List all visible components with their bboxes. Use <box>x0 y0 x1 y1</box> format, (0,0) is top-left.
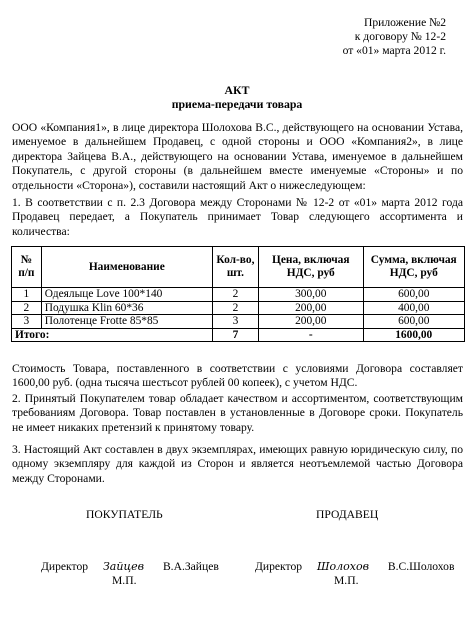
cell-qty: 2 <box>212 288 258 302</box>
header-price: Цена, включая НДС, руб <box>258 247 363 288</box>
cell-price: 300,00 <box>258 288 363 302</box>
seller-signature-line <box>255 560 454 573</box>
header-sum: Сумма, включая НДС, руб <box>363 247 465 288</box>
cell-sum: 600,00 <box>363 315 465 329</box>
clause-3-paragraph: 3. Настоящий Акт составлен в двух экземплярах, имеющих равную юридическую силу, по одному экземпляру для каждой из Сторон и является неотъемлемой частью Договора между Сторонами. <box>12 443 463 485</box>
total-qty: 7 <box>212 328 258 342</box>
cell-price: 200,00 <box>258 301 363 315</box>
buyer-role: Директор <box>41 560 89 573</box>
total-sum: 1600,00 <box>363 328 465 342</box>
cell-qty: 3 <box>212 315 258 329</box>
seller-stamp: М.П. <box>334 574 359 587</box>
table-row <box>12 288 465 302</box>
seller-heading: ПРОДАВЕЦ <box>316 508 379 521</box>
appendix-line-3: от «01» марта 2012 г. <box>342 44 446 57</box>
clause-1-paragraph: 1. В соответствии с п. 2.3 Договора между Сторонами № 12-2 от «01» марта 2012 года Продавец передает, а Покупатель принимает Товар следующего ассортимента и количества: <box>12 196 463 238</box>
buyer-signature-line <box>41 560 219 573</box>
table-header-row <box>12 247 465 288</box>
buyer-stamp: М.П. <box>112 574 137 587</box>
table-row <box>12 315 465 329</box>
header-name: Наименование <box>41 247 212 288</box>
table-total-row <box>12 328 465 342</box>
clause-2-paragraph: 2. Принятый Покупателем товар обладает качеством и ассортиментом, соответствующим требованиям Договора. Товар поставлен в установленные в Договоре сроки. Покупатель не имеет никаких претензий к принятому товару. <box>12 392 463 434</box>
buyer-name: В.А.Зайцев <box>162 560 219 573</box>
cell-sum: 600,00 <box>363 288 465 302</box>
buyer-heading: ПОКУПАТЕЛЬ <box>86 508 163 521</box>
cell-num: 3 <box>12 315 42 329</box>
cost-paragraph: Стоимость Товара, поставленного в соответствии с условиями Договора составляет 1600,00 руб. (одна тысяча шестьсот рублей 00 копеек), с учетом НДС. <box>12 362 463 390</box>
cell-sum: 400,00 <box>363 301 465 315</box>
seller-role: Директор <box>255 560 303 573</box>
table-row <box>12 301 465 315</box>
appendix-line-1: Приложение №2 <box>364 16 446 29</box>
total-label: Итого: <box>12 328 213 342</box>
document-subtitle: приема-передачи товара <box>171 97 303 111</box>
seller-signature: Шолохов <box>316 560 369 573</box>
cell-num: 2 <box>12 301 42 315</box>
goods-table <box>11 246 465 342</box>
buyer-signature: Зайцев <box>102 560 145 573</box>
document-title: АКТ <box>224 83 250 97</box>
cell-name: Одеялыце Love 100*140 <box>41 288 212 302</box>
cell-num: 1 <box>12 288 42 302</box>
cell-qty: 2 <box>212 301 258 315</box>
seller-name: В.С.Шолохов <box>387 560 455 573</box>
cell-name: Подушка Klin 60*36 <box>41 301 212 315</box>
intro-paragraph: ООО «Компания1», в лице директора Шолохова В.С., действующего на основании Устава, именуемое в дальнейшем Продавец, с одной стороны и ООО «Компания2», в лице директора Зайцева В.А., действующего на основании Устава, именуемое в дальнейшем Покупатель, с другой стороны (в дальнейшем вместе именуемые «Стороны» и по отдельности «Сторона»), составили настоящий Акт о нижеследующем: <box>12 121 463 192</box>
appendix-line-2: к договору № 12-2 <box>354 30 446 43</box>
appendix-header <box>343 16 446 58</box>
cell-price: 200,00 <box>258 315 363 329</box>
cell-name: Полотенце Frotte 85*85 <box>41 315 212 329</box>
header-qty: Кол-во, шт. <box>212 247 258 288</box>
total-price: - <box>258 328 363 342</box>
header-num: № п/п <box>12 247 42 288</box>
